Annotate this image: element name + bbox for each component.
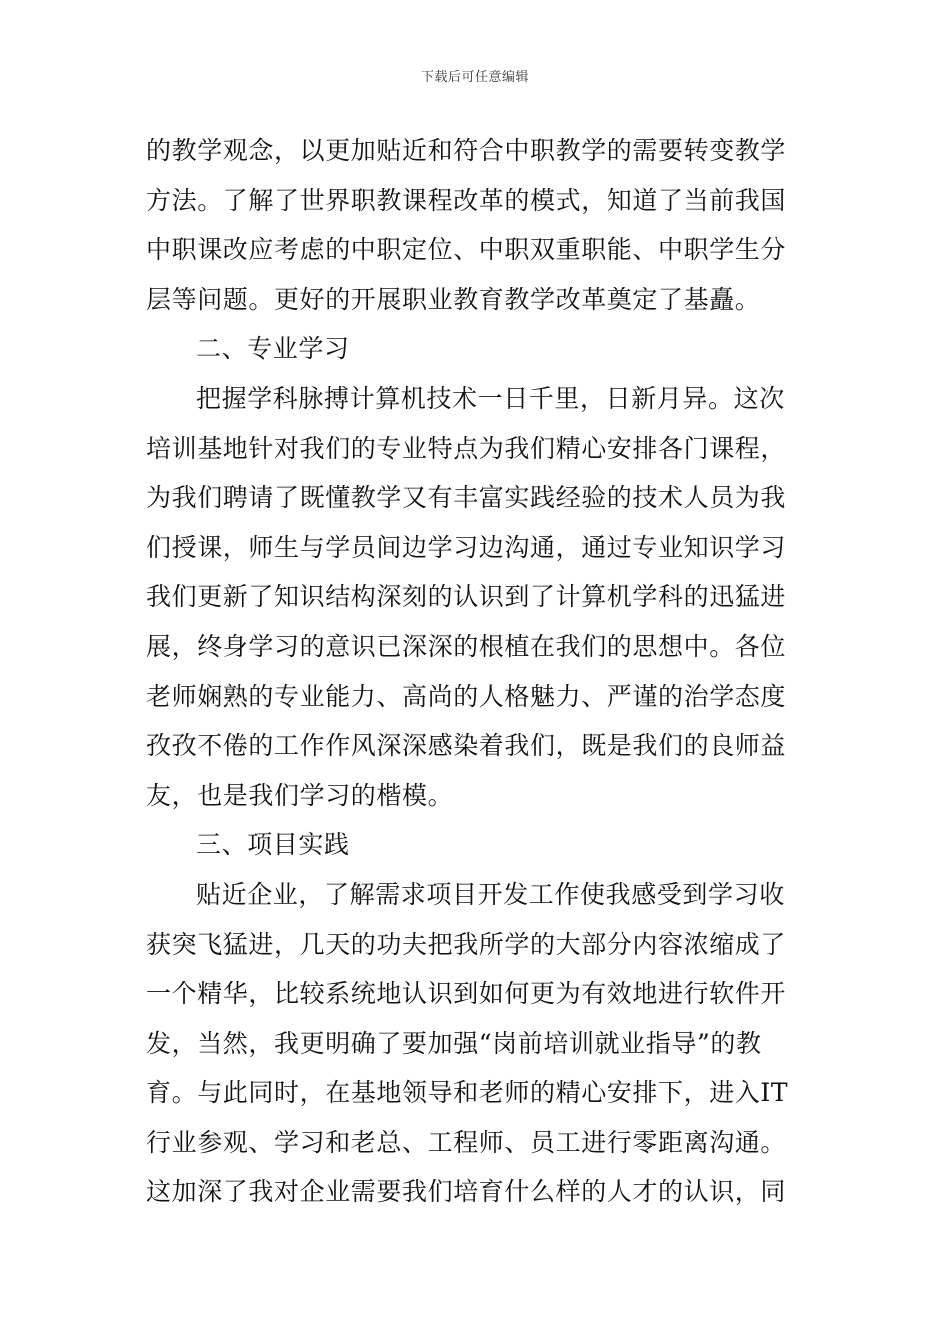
- text-line: 培训基地针对我们的专业特点为我们精心安排各门课程，: [146, 433, 787, 463]
- text-line: 方法。了解了世界职教课程改革的模式，知道了当前我国: [146, 185, 787, 215]
- text-line: 这加深了我对企业需要我们培育什么样的人才的认识，同: [146, 1177, 787, 1207]
- text-line: 一个精华，比较系统地认识到如何更为有效地进行软件开: [146, 979, 787, 1009]
- text-line: 孜孜不倦的工作作风深深感染着我们，既是我们的良师益: [146, 731, 787, 761]
- text-line: 层等问题。更好的开展职业教育教学改革奠定了基矗。: [146, 284, 761, 314]
- page-header-note: 下载后可任意编辑: [420, 70, 529, 85]
- text-line: 育。与此同时，在基地领导和老师的精心安排下，进入IT: [146, 1078, 789, 1108]
- document-body: [146, 126, 810, 1217]
- text-line: 的教学观念，以更加贴近和符合中职教学的需要转变教学: [146, 136, 787, 165]
- section-heading-project-practice: 三、项目实践: [196, 830, 350, 860]
- text-line: 中职课改应考虑的中职定位、中职双重职能、中职学生分: [146, 235, 787, 265]
- text-line: 友，也是我们学习的楷模。: [146, 780, 454, 810]
- text-line: 行业参观、学习和老总、工程师、员工进行零距离沟通。: [146, 1127, 787, 1157]
- section-heading-professional-study: 二、专业学习: [196, 334, 350, 364]
- text-line: 老师娴熟的专业能力、高尚的人格魅力、严谨的治学态度: [146, 681, 787, 711]
- text-line: 为我们聘请了既懂教学又有丰富实践经验的技术人员为我: [146, 483, 787, 513]
- text-line: 获突飞猛进，几天的功夫把我所学的大部分内容浓缩成了: [146, 929, 787, 959]
- text-line: 我们更新了知识结构深刻的认识到了计算机学科的迅猛进: [146, 582, 787, 612]
- text-line: 发，当然，我更明确了要加强“岗前培训就业指导”的教: [146, 1028, 762, 1058]
- paragraph-first-line: 把握学科脉搏计算机技术一日千里，日新月异。这次: [196, 383, 785, 413]
- text-line: 展，终身学习的意识已深深的根植在我们的思想中。各位: [146, 631, 787, 661]
- text-line: 们授课，师生与学员间边学习边沟通，通过专业知识学习: [146, 532, 787, 562]
- paragraph-first-line: 贴近企业，了解需求项目开发工作使我感受到学习收: [196, 879, 785, 909]
